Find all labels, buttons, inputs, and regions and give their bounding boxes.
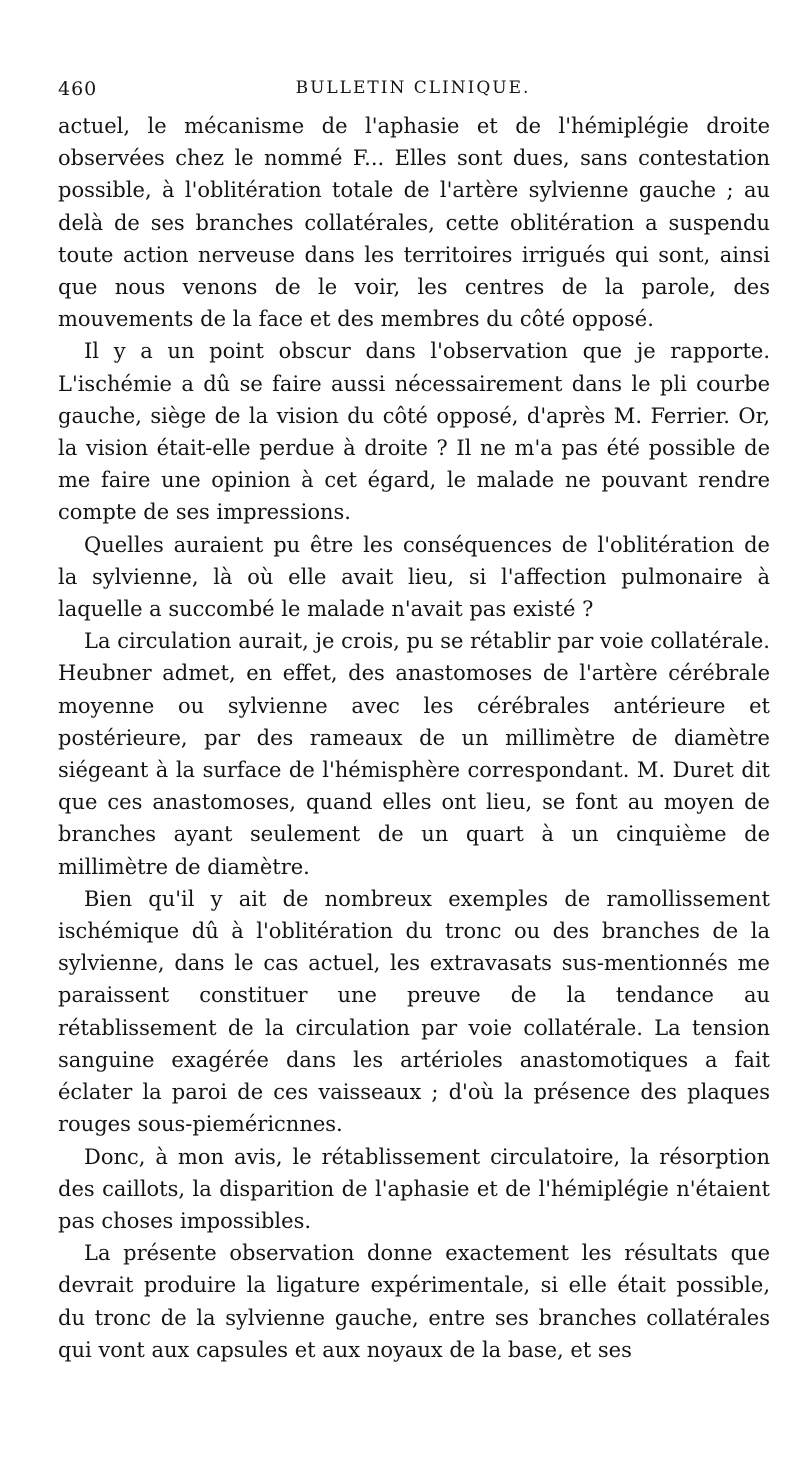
paragraph: Quelles auraient pu être les conséquences de l'oblitération de la sylvienne, là où elle avait lieu, si l'affection pulmonaire à laquelle a succombé le malade n'avait pas existé ? (58, 532, 770, 622)
paragraph: Bien qu'il y ait de nombreux exemples de ramollissement ischémique dû à l'oblitération du tronc ou des branches de la sylvienne, dans le cas actuel, les extravasats sus-mentionnés me paraissent constituer une preuve de la tendance au rétablissement de la circulation par voie collatérale. La tension sanguine exagérée dans les artérioles anastomotiques a fait éclater la paroi de ces vaisseaux ; d'où la présence des plaques rouges sous-pieméricnnes. (58, 886, 770, 1137)
body-text (58, 110, 770, 1366)
paragraph-continued: actuel, le mécanisme de l'aphasie et de l'hémiplégie droite observées chez le nommé F... Elles sont dues, sans contestation possible, à l'oblitération totale de l'artère sylvienne gauche ; au delà de ses branches collatérales, cette oblitération a suspendu toute action nerveuse dans les territoires irrigués qui sont, ainsi que nous venons de le voir, les centres de la parole, des mouvements de la face et des membres du côté opposé. (58, 114, 770, 332)
header-title: BULLETIN CLINIQUE. (295, 78, 531, 98)
paragraph: La circulation aurait, je crois, pu se rétablir par voie collatérale. Heubner admet, en effet, des anastomoses de l'artère cérébrale moyenne ou sylvienne avec les cérébrales antérieure et postérieure, par des rameaux de un millimètre de diamètre siégeant à la surface de l'hémisphère correspondant. M. Duret dit que ces anastomoses, quand elles ont lieu, se font au moyen de branches ayant seulement de un quart à un cinquième de millimètre de diamètre. (58, 629, 770, 879)
paragraph: Donc, à mon avis, le rétablissement circulatoire, la résorption des caillots, la disparition de l'aphasie et de l'hémiplégie n'étaient pas choses impossibles. (58, 1144, 770, 1233)
paragraph: Il y a un point obscur dans l'observation que je rapporte. L'ischémie a dû se faire aussi nécessairement dans le pli courbe gauche, siège de la vision du côté opposé, d'après M. Ferrier. Or, la vision était-elle perdue à droite ? Il ne m'a pas été possible de me faire une opinion à cet égard, le malade ne pouvant rendre compte de ses impressions. (58, 339, 770, 525)
paragraph: La présente observation donne exactement les résultats que devrait produire la ligature expérimentale, si elle était possible, du tronc de la sylvienne gauche, entre ses branches collatérales qui vont aux capsules et aux noyaux de la base, et ses (58, 1241, 770, 1362)
page-number: 460 (58, 78, 98, 100)
running-head (58, 78, 768, 104)
